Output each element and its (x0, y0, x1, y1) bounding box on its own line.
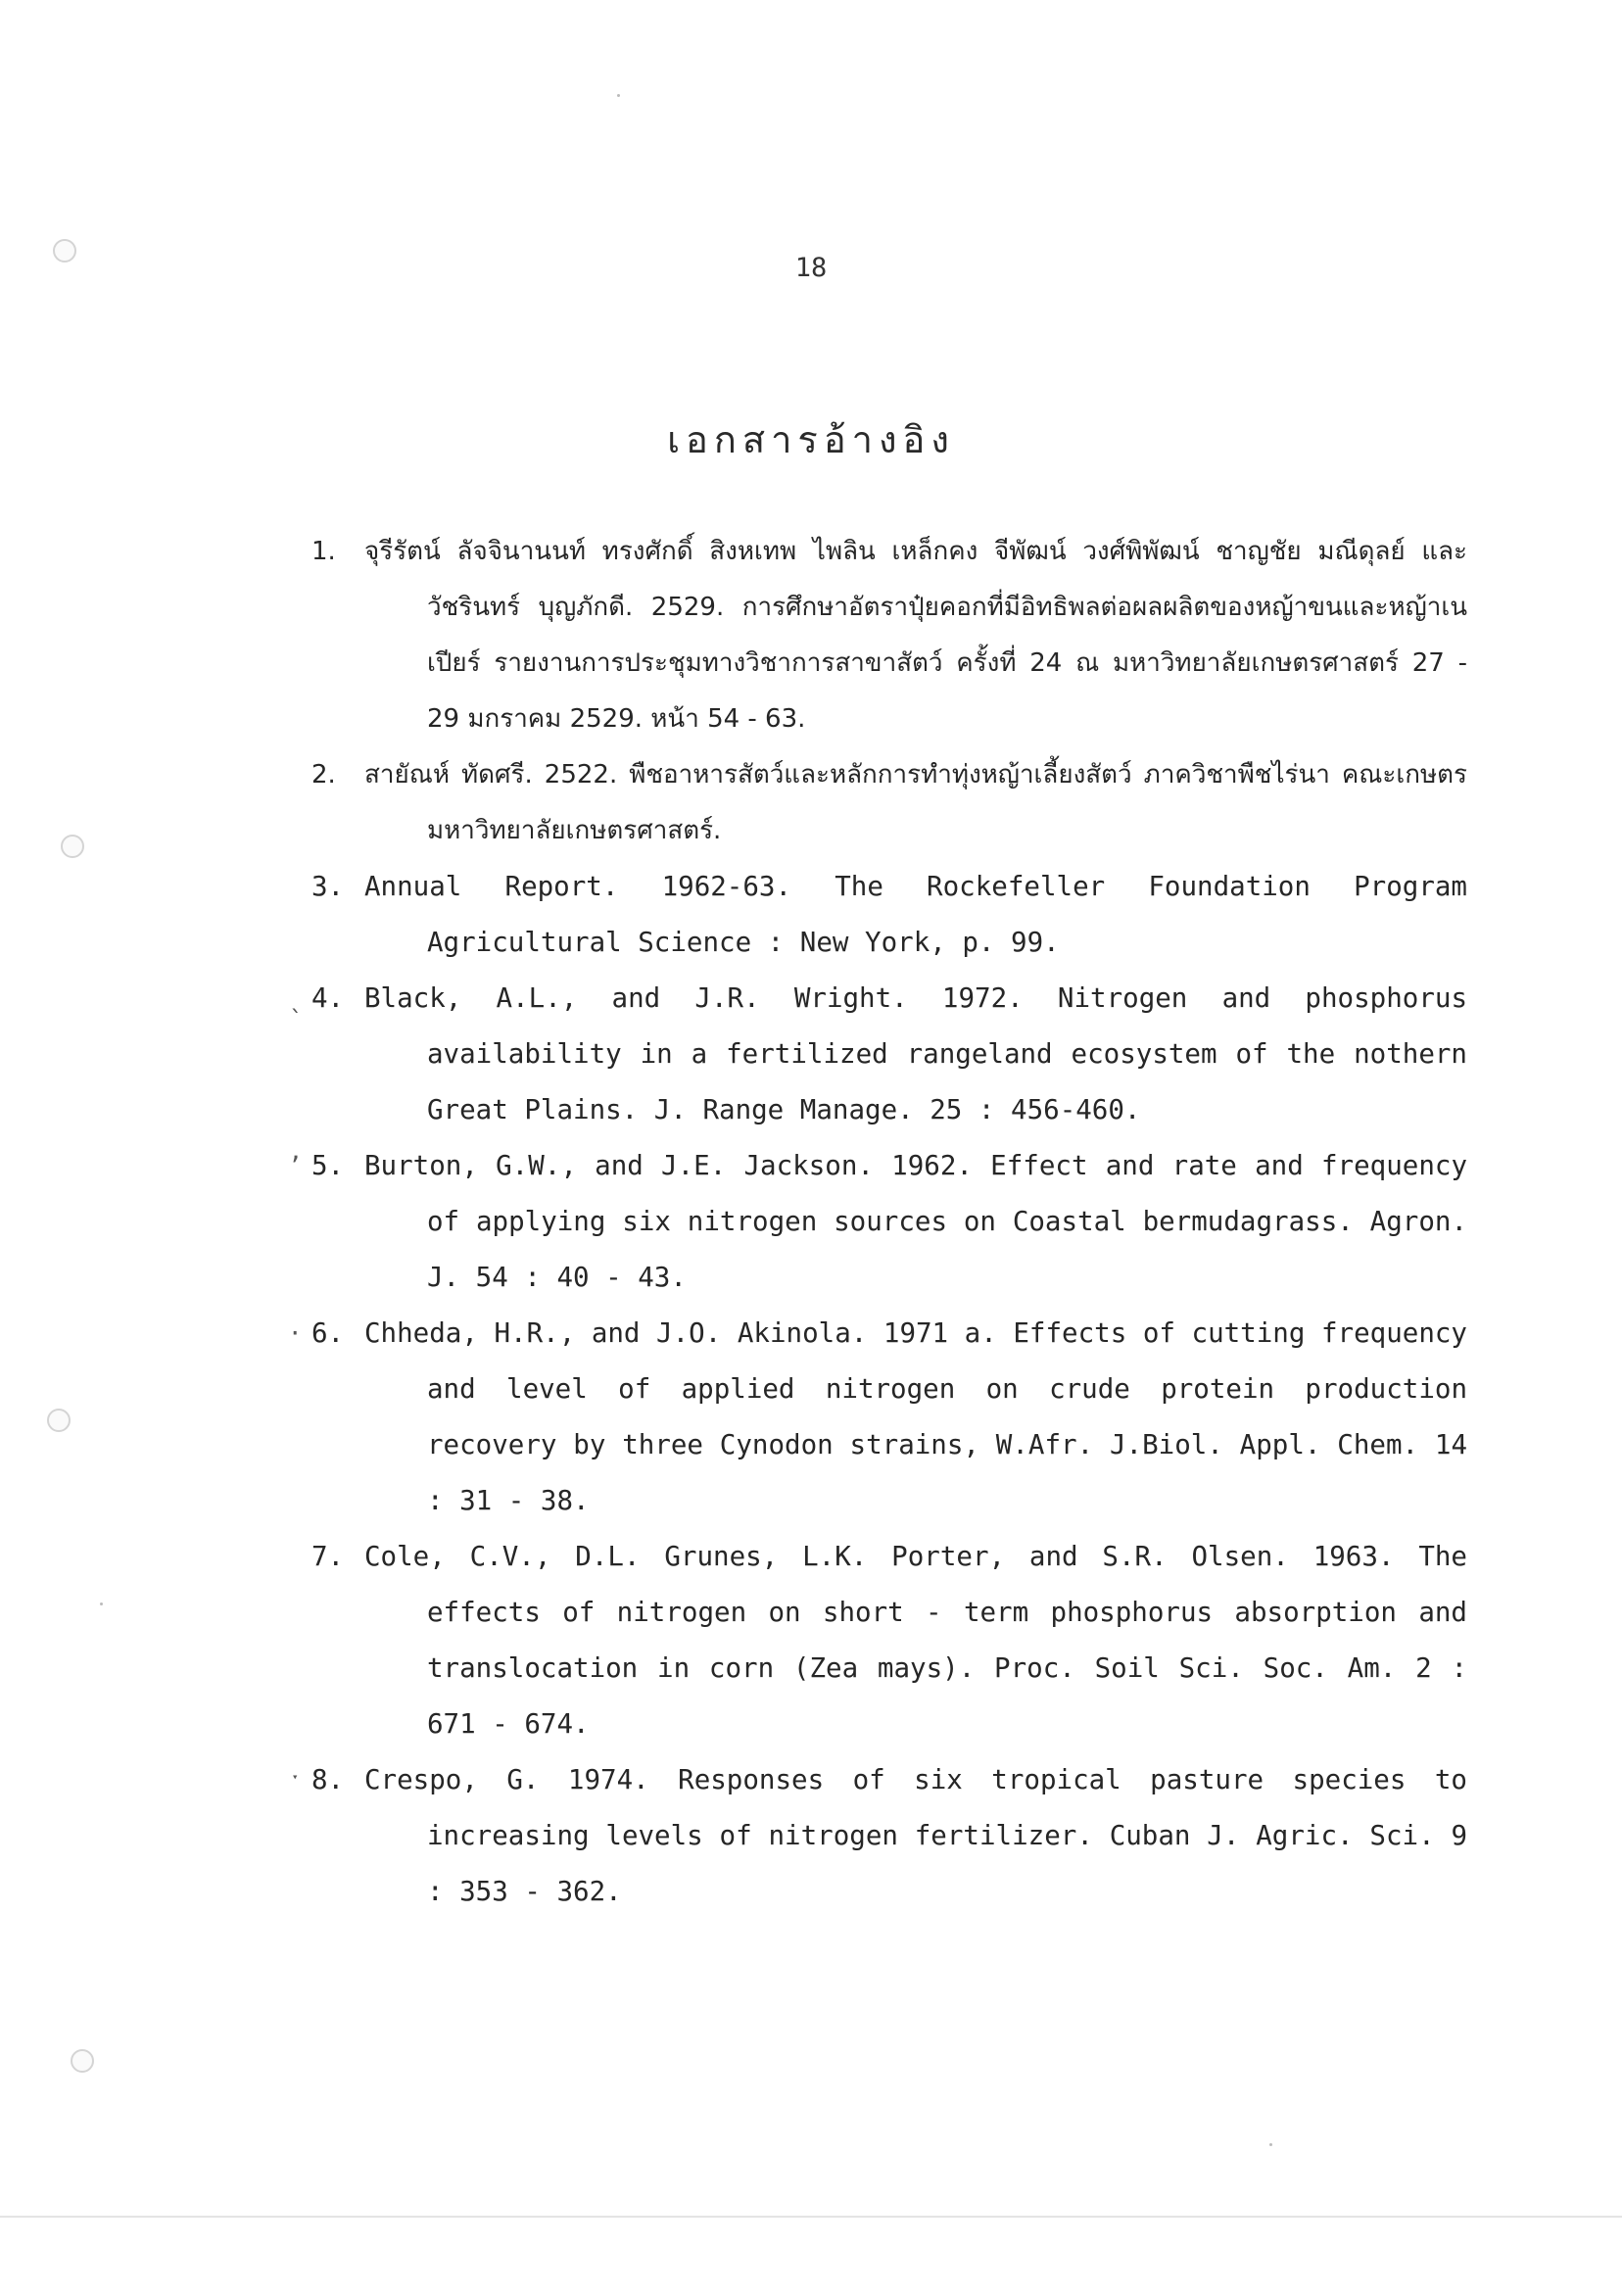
reference-item (288, 971, 1467, 1138)
reference-item (311, 1529, 1467, 1752)
reference-text: Annual Report. 1962-63. The Rockefeller Foundation Program Agricultural Science : New York, p. 99. (364, 871, 1467, 958)
margin-mark: ˑ (288, 1766, 303, 1794)
page-number: 18 (794, 253, 828, 283)
punch-hole-2 (61, 835, 84, 858)
reference-text: จุรีรัตน์ ลัจจินานนท์ ทรงศักดิ์ สิงหเทพ ไพลิน เหล็กคง จีพัฒน์ วงศ์พิพัฒน์ ชาญชัย มณีดุลย์ และ วัชรินทร์ บุญภักดี. 2529. การศึกษาอัตราปุ๋ยคอกที่มีอิทธิพลต่อผลผลิตของหญ้าขนและหญ้าเนเปียร์ รายงานการประชุมทางวิชาการสาขาสัตว์ ครั้งที่ 24 ณ มหาวิทยาลัยเกษตรศาสตร์ 27 - 29 มกราคม 2529. หน้า 54 - 63. (364, 537, 1467, 734)
scan-speck (617, 94, 620, 97)
reference-text: สายัณห์ ทัดศรี. 2522. พืชอาหารสัตว์และหลักการทำทุ่งหญ้าเลี้ยงสัตว์ ภาควิชาพืชไร่นา คณะเกษตร มหาวิทยาลัยเกษตรศาสตร์. (364, 760, 1467, 845)
reference-number: 3. (311, 871, 345, 902)
reference-text: Chheda, H.R., and J.O. Akinola. 1971 a. Effects of cutting frequency and level of applied nitrogen on crude protein production recovery by three Cynodon strains, W.Afr. J.Biol. Appl. Chem. 14 : 31 - 38. (364, 1317, 1467, 1516)
reference-number: 1. (311, 537, 336, 566)
reference-text: Crespo, G. 1974. Responses of six tropical pasture species to increasing levels of nitrogen fertilizer. Cuban J. Agric. Sci. 9 : 353 - 362. (364, 1764, 1467, 1907)
reference-number: 7. (311, 1541, 345, 1572)
reference-item (311, 859, 1467, 971)
reference-item (311, 747, 1467, 859)
punch-hole-3 (47, 1409, 71, 1432)
reference-number: 2. (311, 760, 336, 789)
reference-number: 6. (311, 1317, 345, 1349)
reference-item (288, 1752, 1467, 1920)
punch-hole-4 (71, 2049, 94, 2073)
margin-mark: · (288, 1319, 303, 1347)
reference-number: 4. (311, 982, 345, 1014)
reference-text: Burton, G.W., and J.E. Jackson. 1962. Effect and rate and frequency of applying six nitrogen sources on Coastal bermudagrass. Agron. J. 54 : 40 - 43. (364, 1150, 1467, 1293)
margin-mark: ʼ (288, 1152, 303, 1179)
reference-item (288, 1138, 1467, 1306)
reference-item (288, 1306, 1467, 1529)
reference-number: 8. (311, 1764, 345, 1795)
margin-mark: ˎ (288, 984, 303, 1012)
reference-list (288, 524, 1467, 1920)
reference-text: Cole, C.V., D.L. Grunes, L.K. Porter, and S.R. Olsen. 1963. The effects of nitrogen on short - term phosphorus absorption and translocation in corn (Zea mays). Proc. Soil Sci. Soc. Am. 2 : 671 - 674. (364, 1541, 1467, 1740)
scan-speck (100, 1602, 103, 1605)
reference-text: Black, A.L., and J.R. Wright. 1972. Nitrogen and phosphorus availability in a fertilized rangeland ecosystem of the nothern Great Plains. J. Range Manage. 25 : 456-460. (364, 982, 1467, 1125)
page-title: เอกสารอ้างอิง (667, 418, 955, 461)
reference-number: 5. (311, 1150, 345, 1181)
scan-bottom-edge (0, 2216, 1622, 2218)
reference-item (311, 524, 1467, 747)
scan-speck (1269, 2143, 1272, 2146)
